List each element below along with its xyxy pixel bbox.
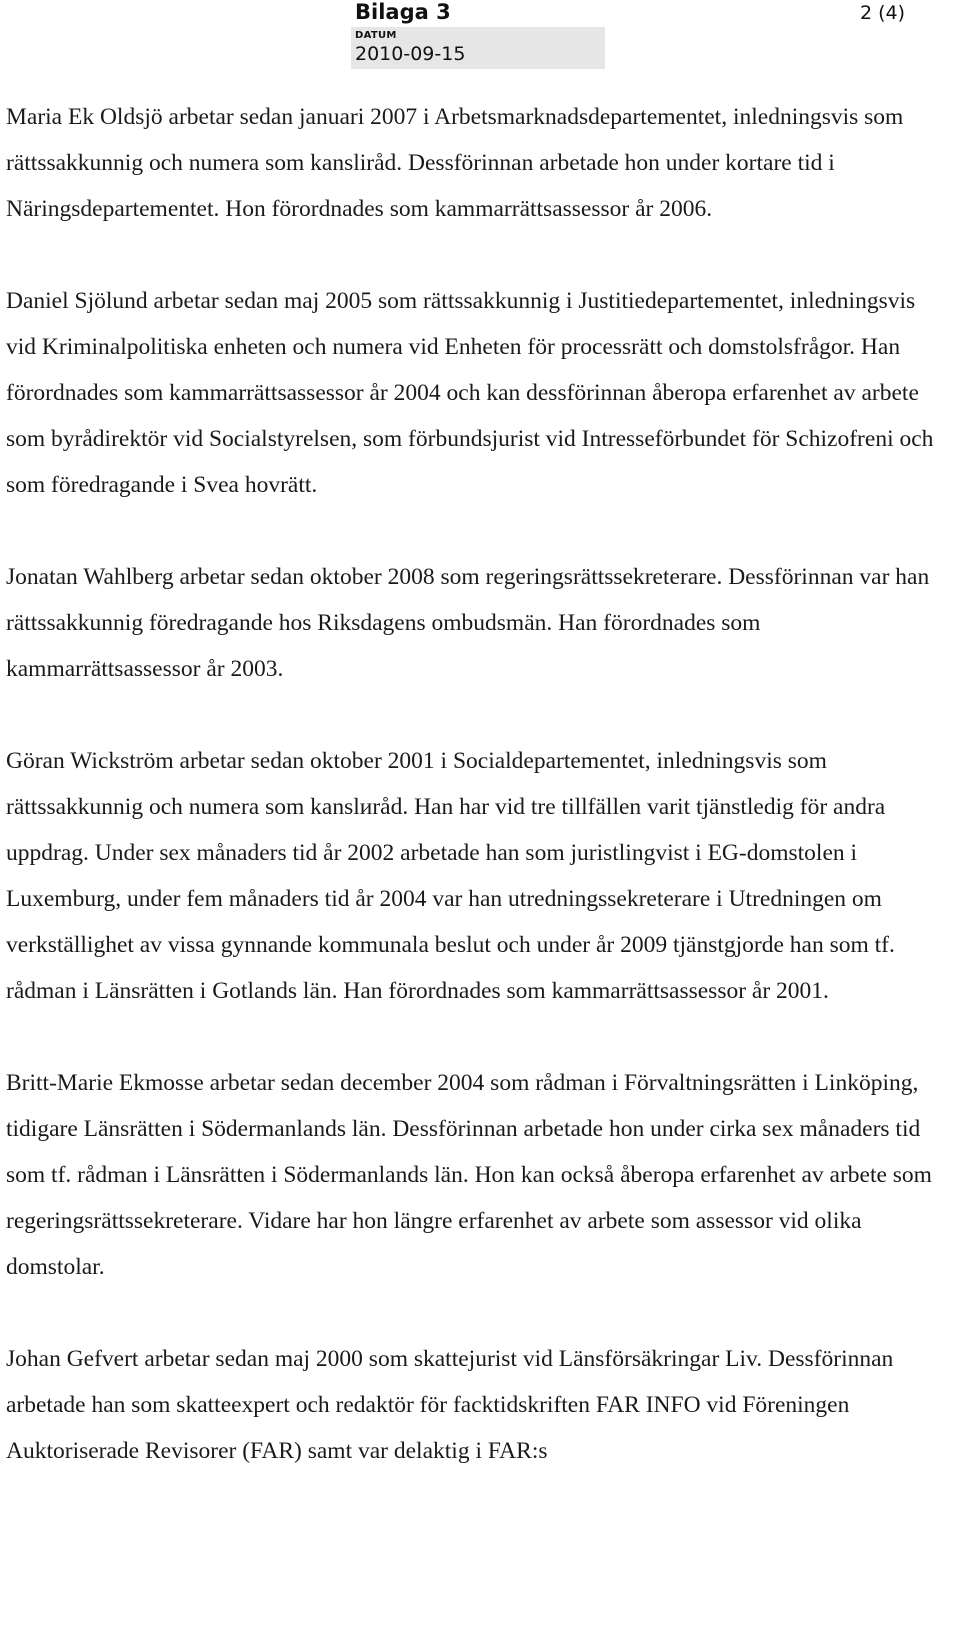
date-value: 2010-09-15: [355, 43, 466, 65]
paragraph-goran-wickstrom: Göran Wickström arbetar sedan oktober 2001 i Socialdepartementet, inledningsvis som rättssakkunnig och numera som kanslиråd. Han har vid tre tillfällen varit tjänstledig för andra uppdrag. Under sex månaders tid år 2002 arbetade han som juristlingvist i EG-domstolen i Luxemburg, under fem månaders tid år 2004 var han utredningssekreterare i Utredningen om verkställighet av vissa gynnande kommunala beslut och under år 2009 tjänstgjorde han som tf. rådman i Länsrätten i Gotlands län. Han förordnades som kammarrättsassessor år 2001.: [6, 748, 895, 1004]
date-label: DATUM: [355, 30, 397, 41]
paragraph-daniel-sjolund: Daniel Sjölund arbetar sedan maj 2005 som rättssakkunnig i Justitiedepartementet, inledningsvis vid Kriminalpolitiska enheten och numera vid Enheten för processrätt och domstolsfrågor. Han förordnades som kammarrättsassessor år 2004 och kan dessförinnan åberopa erfarenhet av arbete som byrådirektör vid Socialstyrelsen, som förbundsjurist vid Intresseförbundet för Schizofreni och som föredragande i Svea hovrätt.: [6, 288, 934, 498]
document-body: [6, 94, 946, 1520]
paragraph-britt-marie-ekmosse: Britt-Marie Ekmosse arbetar sedan december 2004 som rådman i Förvaltningsrätten i Linköping, tidigare Länsrätten i Södermanlands län. Dessförinnan arbetade hon under cirka sex månaders tid som tf. rådman i Länsrätten i Södermanlands län. Hon kan också åberopa erfarenhet av arbete som regeringsrättssekreterare. Vidare har hon längre erfarenhet av arbete som assessor vid olika domstolar.: [6, 1070, 932, 1280]
paragraph-jonatan-wahlberg: Jonatan Wahlberg arbetar sedan oktober 2008 som regeringsrättssekreterare. Dessförinnan var han rättssakkunnig föredragande hos Riksdagens ombudsmän. Han förordnades som kammarrättsassessor år 2003.: [6, 564, 930, 682]
document-title: Bilaga 3: [355, 0, 451, 24]
document-header: [0, 0, 960, 72]
paragraph-maria-ek-oldsjo: Maria Ek Oldsjö arbetar sedan januari 2007 i Arbetsmarknadsdepartementet, inledningsvis som rättssakkunnig och numera som kansliråd. Dessförinnan arbetade hon under kortare tid i Näringsdepartementet. Hon förordnades som kammarrättsassessor år 2006.: [6, 104, 904, 222]
page-number: 2 (4): [860, 2, 906, 24]
paragraph-johan-gefvert: Johan Gefvert arbetar sedan maj 2000 som skattejurist vid Länsförsäkringar Liv. Dessförinnan arbetade han som skatteexpert och redaktör för facktidskriften FAR INFO vid Föreningen Auktoriserade Revisorer (FAR) samt var delaktig i FAR:s: [6, 1346, 894, 1464]
